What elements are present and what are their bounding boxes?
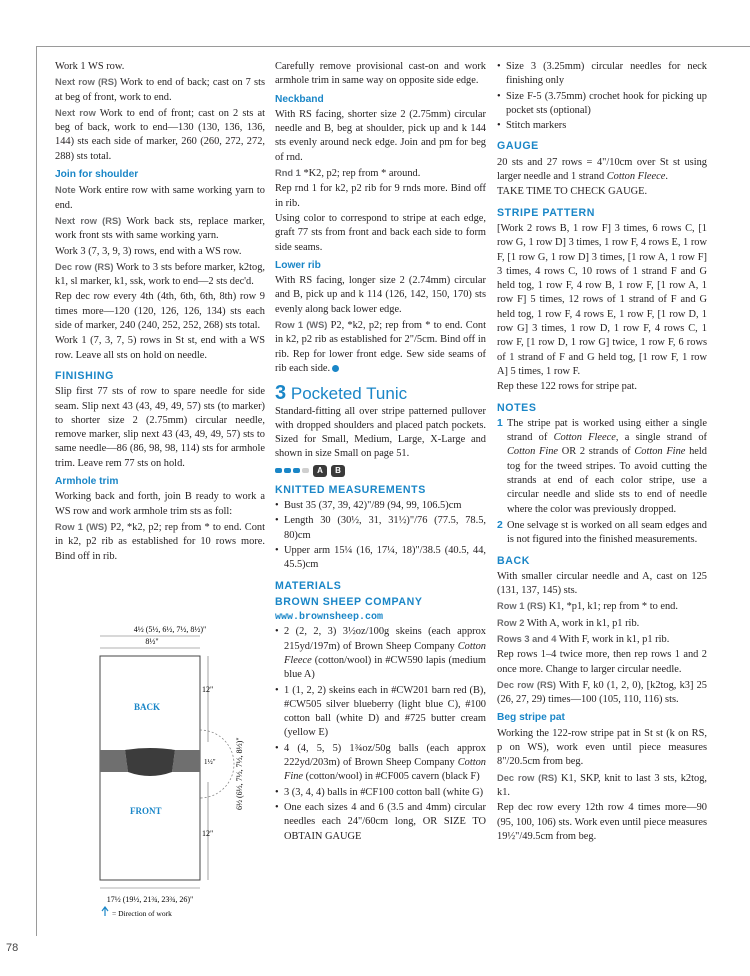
paragraph: Rep dec row every 12th row 4 times more—90 (95, 100, 106) sts. Work even until piece measures 19½"/49.5cm from beg. <box>497 802 707 842</box>
row-label: Row 1 (WS) <box>55 521 108 532</box>
badge-b-icon: B <box>331 465 345 477</box>
pattern-name: Pocketed Tunic <box>290 384 408 404</box>
row-label: Dec row (RS) <box>497 772 558 783</box>
schematic-top-length-label: 12" <box>202 685 214 694</box>
heading-back: BACK <box>497 554 531 567</box>
row-label: Row 1 (RS) <box>497 601 547 612</box>
brand-name: BROWN SHEEP COMPANY <box>275 595 423 608</box>
heading-materials: MATERIALS <box>275 579 342 592</box>
shoulder-shading-left <box>100 750 128 772</box>
list-item: • 1 (1, 2, 2) skeins each in #CW201 barn red (B), #CW505 silver blueberry (light blue C), #100 cotton ball (white D) and #725 butter cream (yellow E) <box>275 684 486 741</box>
paragraph: Dec row (RS) With F, k0 (1, 2, 0), [k2tog, k3] 25 (26, 27, 29) times—100 (105, 110, 116) sts. <box>497 679 707 706</box>
list-item: • 2 (2, 2, 3) 3½oz/100g skeins (each approx 215yd/197m) of Brown Sheep Company Cotton Fleece (cotton/wool) in #CW590 lapis (medium blue A) <box>275 625 486 682</box>
list-item: • One each sizes 4 and 6 (3.5 and 4mm) circular needles each 24"/60cm long, OR SIZE TO OBTAIN GAUGE <box>275 801 486 844</box>
page-number: 78 <box>6 942 19 954</box>
row-label: Next row <box>55 107 96 118</box>
list-item: • Bust 35 (37, 39, 42)"/89 (94, 99, 106.5)cm <box>275 499 486 513</box>
paragraph: Rep rnd 1 for k2, p2 rib for 9 rnds more. Bind off in rib. <box>275 183 486 209</box>
paragraph: Dec row (RS) K1, SKP, knit to last 3 sts, k2tog, k1. <box>497 772 707 798</box>
shoulder-shading-right <box>172 750 200 772</box>
paragraph: Note Work entire row with same working yarn to end. <box>55 185 265 211</box>
front-panel-outline <box>100 762 200 880</box>
page-frame-top-rule <box>36 46 750 47</box>
note-item: 1 The stripe pat is worked using either a single strand of Cotton Fleece, a single strand of Cotton Fine OR 2 strands of Cotton Fine held tog for the tweed stripes. To avoid cutting the strands at end of each color stripe, use a circular needle and slide sts to end of needle where the color was previously dropped. <box>497 417 707 515</box>
list-item: • 4 (4, 5, 5) 1¾oz/50g balls (each approx 222yd/203m) of Brown Sheep Company Cotton Fine (cotton/wool) in #CF005 cavern (black F) <box>275 742 486 785</box>
paragraph: Carefully remove provisional cast-on and work armhole trim in same way on opposite side edge. <box>275 61 486 87</box>
materials-list-continued <box>497 60 707 133</box>
subheading-armhole-trim: Armhole trim <box>55 476 119 488</box>
notes-list <box>497 417 707 548</box>
heading-notes: NOTES <box>497 401 537 414</box>
paragraph: Working the 122-row stripe pat in St st (k on RS, p on WS), work even until piece measures 8"/20.5cm from beg. <box>497 727 707 768</box>
text-column-3 <box>497 60 707 845</box>
schematic-legend: = Direction of work <box>112 909 172 918</box>
heading-gauge: GAUGE <box>497 140 539 153</box>
paragraph: Slip first 77 sts of row to spare needle for side seam. Slip next 43 (43, 49, 49, 57) sts (to marker) to shorter size 2 (2.75mm) circular needle, remove marker, slip next 43 (43, 49, 49, 57) sts to same needle—86 (86, 98, 98, 114) sts for armhole trim. Leave rem 77 sts on hold. <box>55 386 265 469</box>
list-item: • Upper arm 15¼ (16, 17¼, 18)"/38.5 (40.5, 44, 45.5)cm <box>275 544 486 573</box>
neck-opening <box>125 748 175 776</box>
paragraph: Row 1 (WS) P2, *k2, p2; rep from * to end. Cont in k2, p2 rib as established for 10 rows more. Bind off in rib. <box>55 521 265 562</box>
paragraph: With RS facing, longer size 2 (2.74mm) circular and B, pick up and k 114 (126, 142, 150, 170) sts evenly along back lower edge. <box>275 275 486 315</box>
schematic-bottom-width-label: 17½ (19½, 21¾, 23¾, 26)" <box>106 895 194 904</box>
paragraph: Working back and forth, join B ready to work a WS row and work armhole trim sts as foll: <box>55 491 265 517</box>
badge-a-icon: A <box>313 465 327 477</box>
paragraph: Next row Work to end of front; cast on 2 sts at beg of back, work to end—130 (130, 136, 136, 144) sts each side of marker, 260 (260, 272, 272, 288) sts total. <box>55 107 265 162</box>
list-item: • Length 30 (30½, 31, 31½)"/76 (77.5, 78.5, 80)cm <box>275 514 486 543</box>
row-label: Row 2 <box>497 617 525 628</box>
paragraph: With RS facing, shorter size 2 (2.75mm) circular needle and B, beg at shoulder, pick up and k 144 sts evenly around neck edge. Join and pm for beg of rnd. <box>275 108 486 163</box>
paragraph: Row 2 With A, work in k1, p1 rib. <box>497 617 640 629</box>
page-frame-left-rule <box>36 46 37 936</box>
paragraph: Dec row (RS) Work to 3 sts before marker, k2tog, k1, sl marker, k1, ssk, work to end—2 sts dec'd. <box>55 261 265 288</box>
text-column-2 <box>275 60 486 845</box>
subheading-join-for-shoulder: Join for shoulder <box>55 169 139 181</box>
schematic-top-width-label: 4½ (5½, 6½, 7½, 8½)" <box>133 625 207 634</box>
row-label: Note <box>55 185 76 196</box>
schematic-bottom-length-label: 12" <box>202 829 214 838</box>
text-column-1 <box>55 60 265 565</box>
row-label: Dec row (RS) <box>497 679 557 690</box>
end-of-section-icon <box>332 365 339 372</box>
skill-level-icon <box>275 468 309 473</box>
pattern-number: 3 <box>275 382 287 405</box>
schematic-neck-width-label: 8½" <box>145 637 159 646</box>
direction-arrow-icon <box>102 907 108 916</box>
paragraph: Using color to correspond to stripe at each edge, graft 77 sts from front and back each side to form side seams. <box>275 212 486 253</box>
paragraph: Row 1 (RS) K1, *p1, k1; rep from * to end. <box>497 601 678 613</box>
materials-list <box>275 625 486 843</box>
list-item: • 3 (3, 4, 4) balls in #CF100 cotton ball (white G) <box>275 786 486 800</box>
paragraph: Rep dec row every 4th (4th, 6th, 6th, 8th) row 9 times more—120 (120, 126, 126, 134) sts each side of marker, 240 (240, 252, 252, 268) sts total. <box>55 291 265 332</box>
paragraph: Row 1 (WS) P2, *k2, p2; rep from * to end. Cont in k2, p2 rib as established for 2"/5cm. Bind off in rib. Rep for lower front edge. Sew side seams of rib each side. <box>275 320 486 374</box>
row-label: Rows 3 and 4 <box>497 633 557 644</box>
paragraph: Work 1 (7, 3, 7, 5) rows in St st, end with a WS row. Leave all sts on hold on needle. <box>55 335 265 361</box>
schematic-front-label: FRONT <box>130 806 162 816</box>
paragraph: With smaller circular needle and A, cast on 125 (131, 137, 145) sts. <box>497 570 707 597</box>
subheading-beg-stripe-pat: Beg stripe pat <box>497 712 565 724</box>
row-label: Row 1 (WS) <box>275 320 328 331</box>
paragraph: Work 1 WS row. <box>55 61 125 72</box>
heading-knitted-measurements: KNITTED MEASUREMENTS <box>275 483 426 496</box>
paragraph: Rep rows 1–4 twice more, then rep rows 1 and 2 once more. Change to larger circular needle. <box>497 649 707 675</box>
row-label: Rnd 1 <box>275 168 301 179</box>
list-item: • Size 3 (3.25mm) circular needles for neck finishing only <box>497 60 707 89</box>
subheading-neckband: Neckband <box>275 93 324 105</box>
paragraph: Next row (RS) Work back sts, replace marker, work front sts with same working yarn. <box>55 215 265 242</box>
schematic-neck-depth-label: 1½" <box>204 758 216 766</box>
garment-schematic <box>80 622 260 922</box>
schematic-armhole-label: 6½ (6½, 7½, 7½, 8½)" <box>235 737 244 810</box>
paragraph: TAKE TIME TO CHECK GAUGE. <box>497 186 648 198</box>
schematic-back-label: BACK <box>134 702 161 712</box>
row-label: Next row (RS) <box>55 215 122 226</box>
pattern-title <box>275 382 486 405</box>
paragraph: 20 sts and 27 rows = 4"/10cm over St st using larger needle and 1 strand Cotton Fleece. <box>497 156 707 183</box>
paragraph: Rnd 1 *K2, p2; rep from * around. <box>275 168 421 180</box>
measurements-list <box>275 499 486 572</box>
paragraph: Next row (RS) Work to end of back; cast on 7 sts at beg of front, work to end. <box>55 77 266 103</box>
subheading-lower-rib: Lower rib <box>275 259 321 271</box>
paragraph: Rows 3 and 4 With F, work in k1, p1 rib. <box>497 633 670 645</box>
pattern-icons <box>275 465 486 477</box>
note-item: 2 One selvage st is worked on all seam edges and is not figured into the finished measurements. <box>497 519 707 546</box>
row-label: Next row (RS) <box>55 77 118 88</box>
brand-website: www.brownsheep.com <box>275 612 384 624</box>
pattern-intro: Standard-fitting all over stripe patterned pullover with dropped shoulders and placed patch pockets. Sized for Small, Medium, Large, X-Large and shown in size Small on page 51. <box>275 405 486 460</box>
paragraph: Rep these 122 rows for stripe pat. <box>497 381 637 393</box>
heading-stripe-pattern: STRIPE PATTERN <box>497 206 596 219</box>
heading-finishing: FINISHING <box>55 369 114 382</box>
row-label: Dec row (RS) <box>55 261 114 272</box>
list-item: • Size F-5 (3.75mm) crochet hook for picking up pocket sts (optional) <box>497 90 707 119</box>
paragraph: [Work 2 rows B, 1 row F] 3 times, 6 rows C, [1 row G, 1 row D] 3 times, 1 row F, 4 rows E, 1 row F, [1 row G, 1 row D] 3 times, [1 row A, 1 row F] 3 times, 4 rows C, 10 rows of 1 strand F and G held tog, 1 row F, 4 row B, 1 row F, [1 row A, 1 row F] 5 times, 12 rows of 1 strand of F and G held tog, 1 row F, 4 rows E, 1 row F, [1 row D, 1 row G] 3 times, 1 row D, 1 row F, 4 rows C, 1 row F, [1 row D, 1 row G] twice, 1 row F, 6 rows of 1 strand of F and G held tog, [1 row F, 1 row A] 5 times, 1 row F. <box>497 222 707 377</box>
list-item: • Stitch markers <box>497 119 707 133</box>
paragraph: Work 3 (7, 3, 9, 3) rows, end with a WS row. <box>55 245 242 257</box>
